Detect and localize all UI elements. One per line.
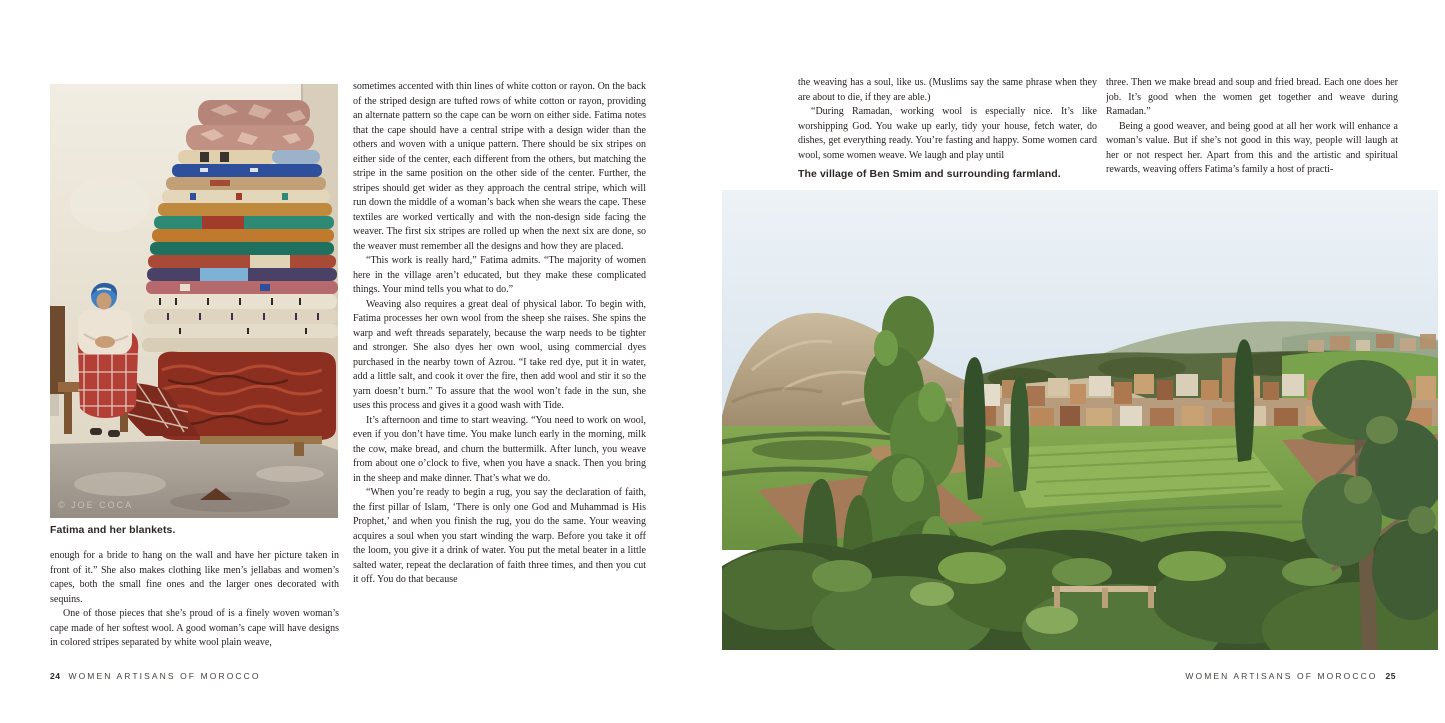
body-paragraph: “This work is really hard,” Fatima admits. “The majority of women here in the village aren’t educated, but they make these complicated things. Your mind tells you what to do.” [353,255,646,295]
fatima-photo-art [50,84,338,518]
photo-credit: © JOE COCA [58,500,134,510]
middle-column [353,80,646,660]
page-number-right: 25 [1385,671,1396,681]
right-column-2 [1106,76,1398,184]
footer-right [1104,671,1396,681]
running-title-left: WOMEN ARTISANS OF MOROCCO [68,671,261,681]
body-paragraph: One of those pieces that she’s proud of is a finely woven woman’s cape made of her softest wool. A good woman’s cape will have designs in colored stripes separated by white wool plain weave, [50,608,339,648]
body-paragraph: sometimes accented with thin lines of white cotton or rayon. On the back of the striped design are tufted rows of white cotton or rayon, providing an alternate pattern so the cape can be worn on either side. Fatima notes that the cape should have a central stripe with a design wider than the others and woven with a unique pattern. There should be six stripes on either side of the center, each different from the others, but matching the stripe in the same position on the other side of the center. Further, the stripes should get wider as they approach the central stripe, which will run down the middle of a woman’s back when she wears the cape. These textiles are worked vertically and with the non-design side facing the weaver. The first six stripes are rolled up when the next six are done, so the weaver must remember all the designs and how they are placed. [353,81,646,252]
body-paragraph: the weaving has a soul, like us. (Muslims say the same phrase when they are about to die, if they are able.) [798,77,1097,103]
right-column-1 [798,76,1097,166]
body-paragraph: “When you’re ready to begin a rug, you say the declaration of faith, the first pillar of Islam, ‘There is only one God and Muhammad is His Prophet,’ and when you finish the rug, you do the same. Your weaving acquires a soul when you start winding the warp. Before you take it off the loom, you give it a drink of water. You put the metal beater in a little salted water, repeat the declaration of faith three times, and then you cut it off. You do that because [353,487,646,585]
body-paragraph: Being a good weaver, and being good at all her work will enhance a woman’s value. But if she’s not good in this way, people will laugh at her or not respect her. Apart from this and the artistic and spiritual rewards, weaving offers Fatima’s family a host of practi- [1106,120,1398,175]
footer-left [50,671,261,681]
running-title-right: WOMEN ARTISANS OF MOROCCO [1185,671,1378,681]
village-photo-caption: The village of Ben Smim and surrounding farmland. [798,168,1061,180]
left-column-under-photo [50,549,339,661]
body-paragraph: enough for a bride to hang on the wall and have her picture taken in front of it.” She also makes clothing like men’s jellabas and women’s capes, both the small fine ones and the larger ones decorated with sequins. [50,550,339,605]
body-paragraph: Weaving also requires a great deal of physical labor. To begin with, Fatima processes her own wool from the sheep she raises. She spins the warp and weft threads separately, because the warp needs to be tighter and stronger. She also dyes her own wool, using commercial dyes purchased in the nearby town of Azrou. “I take red dye, put it in water, add a little salt, and cook it over the fire, then add wool and stir it so the yarn doesn’t burn.” To assure that the wool won’t fade in the sun, she uses this process and gives it a good wash with Tide. [353,298,646,411]
body-paragraph: It’s afternoon and time to start weaving. “You need to work on wool, even if you don’t have time. You make lunch early in the morning, milk the cow, make bread, and churn the buttermilk. After lunch, you weave from about one o’clock to five, when you have a snack. Then you bring in the sheep and make dinner. That’s what we do. [353,414,646,484]
body-paragraph: “During Ramadan, working wool is especially nice. It’s like worshipping God. You wake up early, tidy your house, fetch water, do dishes, get everything ready. You’re fasting and happy. Some women card wool, some women weave. We laugh and play until [798,106,1097,161]
page-number-left: 24 [50,671,61,681]
ben-smim-village-photo [722,190,1438,650]
fatima-photo-caption: Fatima and her blankets. [50,524,176,536]
village-photo-art [722,190,1438,650]
fatima-blankets-photo [50,84,338,518]
body-paragraph: three. Then we make bread and soup and fried bread. Each one does her job. It’s good when the women get together and weave during Ramadan.” [1106,77,1398,117]
